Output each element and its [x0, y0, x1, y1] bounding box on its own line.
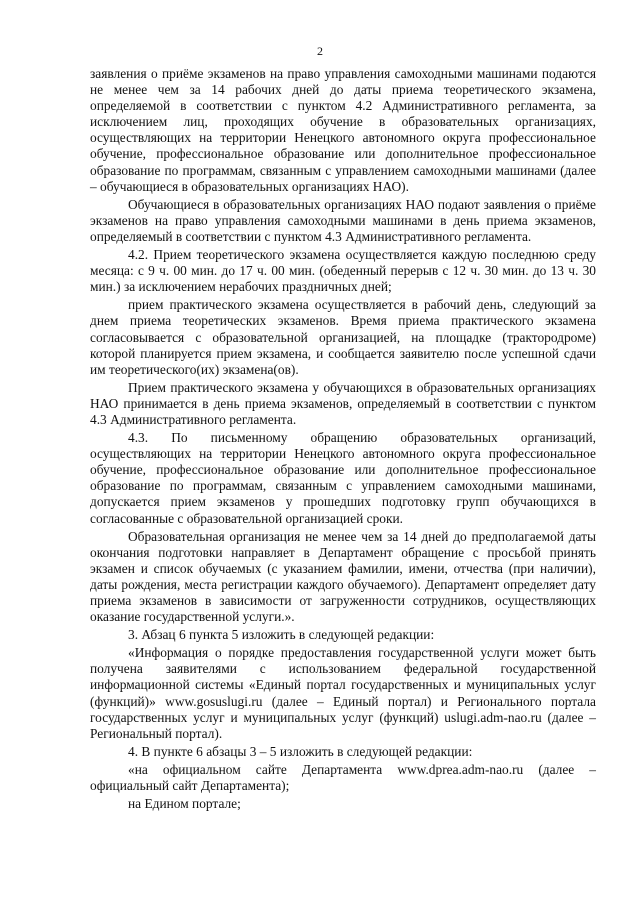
paragraph: Прием практического экзамена у обучающихся в образовательных организациях НАО принимается в день приема экзаменов, определяемый в соответствии с пунктом 4.3 Административного регламента.	[90, 379, 596, 427]
paragraph: 4.3. По письменному обращению образовательных организаций, осуществляющих на территории Ненецкого автономного округа профессиональное обучение, профессиональное образование или дополнительное профессиональное образование по программам, связанным с управлением самоходными машинами, допускается прием экзаменов у прошедших подготовку групп обучающихся в согласованные с образовательной организацией сроки.	[90, 430, 596, 526]
document-body	[90, 66, 596, 814]
paragraph: 4. В пункте 6 абзацы 3 – 5 изложить в следующей редакции:	[128, 743, 473, 759]
paragraph: «Информация о порядке предоставления государственной услуги может быть получена заявителями с использованием федеральной государственной информационной системы «Единый портал государственных и муниципальных услуг (функций)» www.gosuslugi.ru (далее – Единый портал) и Регионального портала государственных услуг и муниципальных услуг (функций) uslugi.adm-nao.ru (далее – Региональный портал).	[90, 645, 596, 741]
paragraph: «на официальном сайте Департамента www.dprea.adm-nao.ru (далее – официальный сайт Департамента);	[90, 761, 596, 794]
paragraph: Обучающиеся в образовательных организациях НАО подают заявления о приёме экзаменов на право управления самоходными машинами в день приема экзаменов, определяемый в соответствии с пунктом 4.3 Административного регламента.	[90, 196, 596, 244]
paragraph: заявления о приёме экзаменов на право управления самоходными машинами подаются не менее чем за 14 рабочих дней до даты приема теоретического экзамена, определяемой в соответствии с пунктом 4.2 Административного регламента, за исключением лиц, проходящих обучение в образовательных организациях, осуществляющих на территории Ненецкого автономного округа профессиональное обучение, профессиональное образование или дополнительное профессиональное образование по программам, связанным с управлением самоходными машинами (далее – обучающиеся в образовательных организациях НАО).	[90, 66, 596, 194]
paragraph: 3. Абзац 6 пункта 5 изложить в следующей редакции:	[128, 627, 435, 643]
paragraph: на Едином портале;	[128, 796, 241, 812]
paragraph: 4.2. Прием теоретического экзамена осуществляется каждую последнюю среду месяца: с 9 ч. 00 мин. до 17 ч. 00 мин. (обеденный перерыв с 12 ч. 30 мин. до 13 ч. 30 мин.) за исключением нерабочих праздничных дней;	[90, 247, 596, 295]
paragraph: прием практического экзамена осуществляется в рабочий день, следующий за днем приема теоретических экзаменов. Время приема практического экзамена согласовывается с образовательной организацией, на площадке (трактородроме) которой планируется прием экзамена, и сообщается заявителю после успешной сдачи им теоретического(их) экзамена(ов).	[90, 297, 596, 377]
page-number: 2	[317, 44, 323, 58]
paragraph: Образовательная организация не менее чем за 14 дней до предполагаемой даты окончания подготовки направляет в Департамент обращение с просьбой принять экзамен и список обучаемых (с указанием фамилии, имени, отчества (при наличии), даты рождения, места регистрации каждого обучаемого). Департамент определяет дату приема экзаменов в зависимости от загруженности сотрудников, осуществляющих оказание государственной услуги.».	[90, 528, 596, 625]
